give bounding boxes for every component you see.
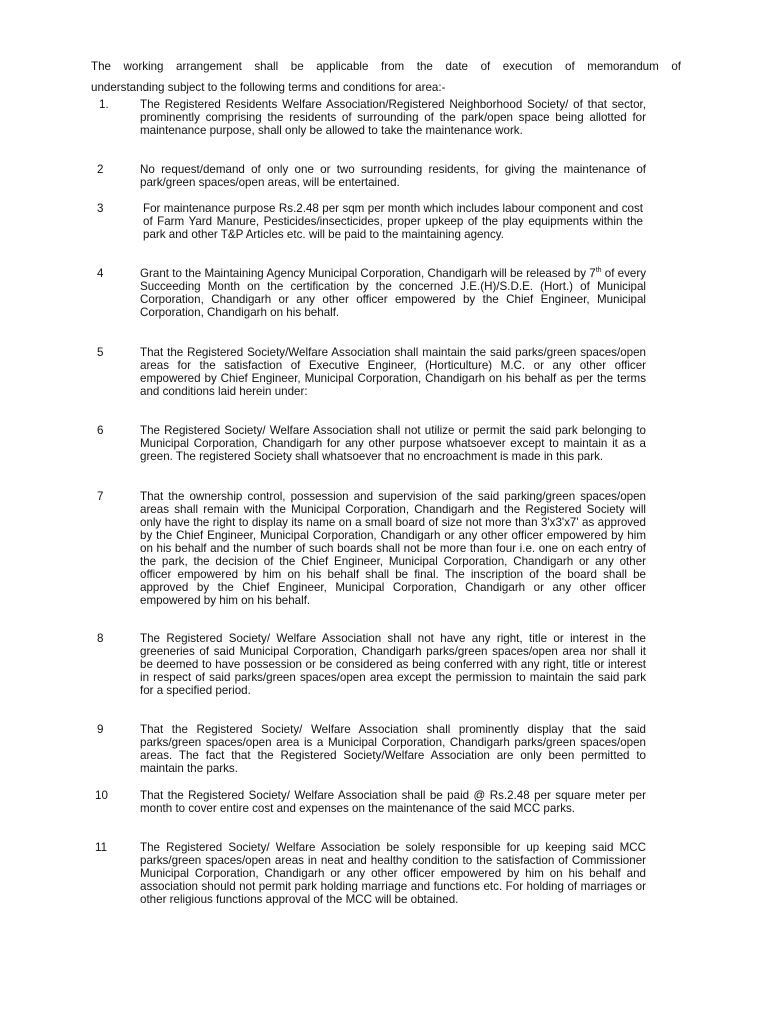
clause-text: The Registered Society/ Welfare Association shall not have any right, title or interest in the greeneries of said Municipal Corporation, Chandigarh parks/green spaces/open area nor shall it be deemed to have possession or be considered as being conferred with any right, title or interest in respect of said parks/green spaces/open area except the permission to maintain the said park for a specified period.	[140, 632, 646, 697]
ordinal-suffix: th	[595, 267, 602, 275]
intro-line-2: understanding subject to the following terms and conditions for area:-	[91, 81, 446, 94]
clause-text: That the Registered Society/ Welfare Association shall prominently display that the said parks/green spaces/open area is a Municipal Corporation, Chandigarh parks/green spaces/open areas. The fact that the Registered Society/Welfare Association are only been permitted to maintain the parks.	[140, 723, 646, 775]
clause-text: No request/demand of only one or two surrounding residents, for giving the maintenance of park/green spaces/open areas, will be entertained.	[140, 163, 646, 189]
clause-text: The Registered Residents Welfare Association/Registered Neighborhood Society/ of that sector, prominently comprising the residents of surrounding of the park/open space being allotted for maintenance purpose, shall only be allowed to take the maintenance work.	[140, 98, 646, 137]
intro-paragraph	[91, 56, 681, 98]
clause-number: 3	[97, 202, 104, 215]
clause-number: 1.	[99, 98, 109, 111]
clause-text: That the ownership control, possession and supervision of the said parking/green spaces/open areas shall remain with the Municipal Corporation, Chandigarh and the Registered Society will only have the right to display its name on a small board of size not more than 3'x3'x7' as approved by the Chief Engineer, Municipal Corporation, Chandigarh or any other officer empowered by him on his behalf and the number of such boards shall not be more than four i.e. one on each entry of the park, the decision of the Chief Engineer, Municipal Corporation, Chandigarh or any other officer empowered by him on his behalf shall be final. The inscription of the board shall be approved by the Chief Engineer, Municipal Corporation, Chandigarh or any other officer empowered by him on his behalf.	[140, 490, 646, 607]
clause-number: 8	[97, 632, 104, 645]
clause-number: 5	[97, 346, 104, 359]
clause-number: 9	[97, 723, 104, 736]
clause-number: 7	[97, 490, 104, 503]
clause-text-part-b: of every Succeeding Month on the certification by the concerned J.E.(H)/S.D.E. (Hort.) of Municipal Corporation, Chandigarh or any other officer empowered by the Chief Engineer, Municipal Corporation, Chandigarh on his behalf.	[140, 267, 646, 319]
clause-text	[140, 267, 646, 319]
clause-text: That the Registered Society/Welfare Association shall maintain the said parks/green spaces/open areas for the satisfaction of Executive Engineer, (Horticulture) M.C. or any other officer empowered by Chief Engineer, Municipal Corporation, Chandigarh on his behalf as per the terms and conditions laid herein under:	[140, 346, 646, 398]
clause-number: 2	[97, 163, 104, 176]
clause-number: 4	[97, 267, 104, 280]
clause-text: For maintenance purpose Rs.2.48 per sqm per month which includes labour component and cost of Farm Yard Manure, Pesticides/insecticides, proper upkeep of the play equipments within the park and other T&P Articles etc. will be paid to the maintaining agency.	[143, 202, 643, 241]
clause-text: That the Registered Society/ Welfare Association shall be paid @ Rs.2.48 per square meter per month to cover entire cost and expenses on the maintenance of the said MCC parks.	[140, 789, 646, 815]
clause-text: The Registered Society/ Welfare Association be solely responsible for up keeping said MCC parks/green spaces/open areas in neat and healthy condition to the satisfaction of Commissioner Municipal Corporation, Chandigarh or any other officer empowered by him on his behalf and association should not permit park holding marriage and functions etc. For holding of marriages or other religious functions approval of the MCC will be obtained.	[140, 841, 646, 906]
clause-number: 11	[95, 841, 108, 854]
clause-number: 6	[97, 424, 104, 437]
intro-line-1: The working arrangement shall be applicable from the date of execution of memorandum of	[91, 60, 681, 73]
clause-text: The Registered Society/ Welfare Association shall not utilize or permit the said park belonging to Municipal Corporation, Chandigarh for any other purpose whatsoever except to maintain it as a green. The registered Society shall whatsoever that no encroachment is made in this park.	[140, 424, 646, 463]
clause-text-part-a: Grant to the Maintaining Agency Municipal Corporation, Chandigarh will be released by 7	[140, 267, 596, 280]
clause-number: 10	[95, 789, 108, 802]
